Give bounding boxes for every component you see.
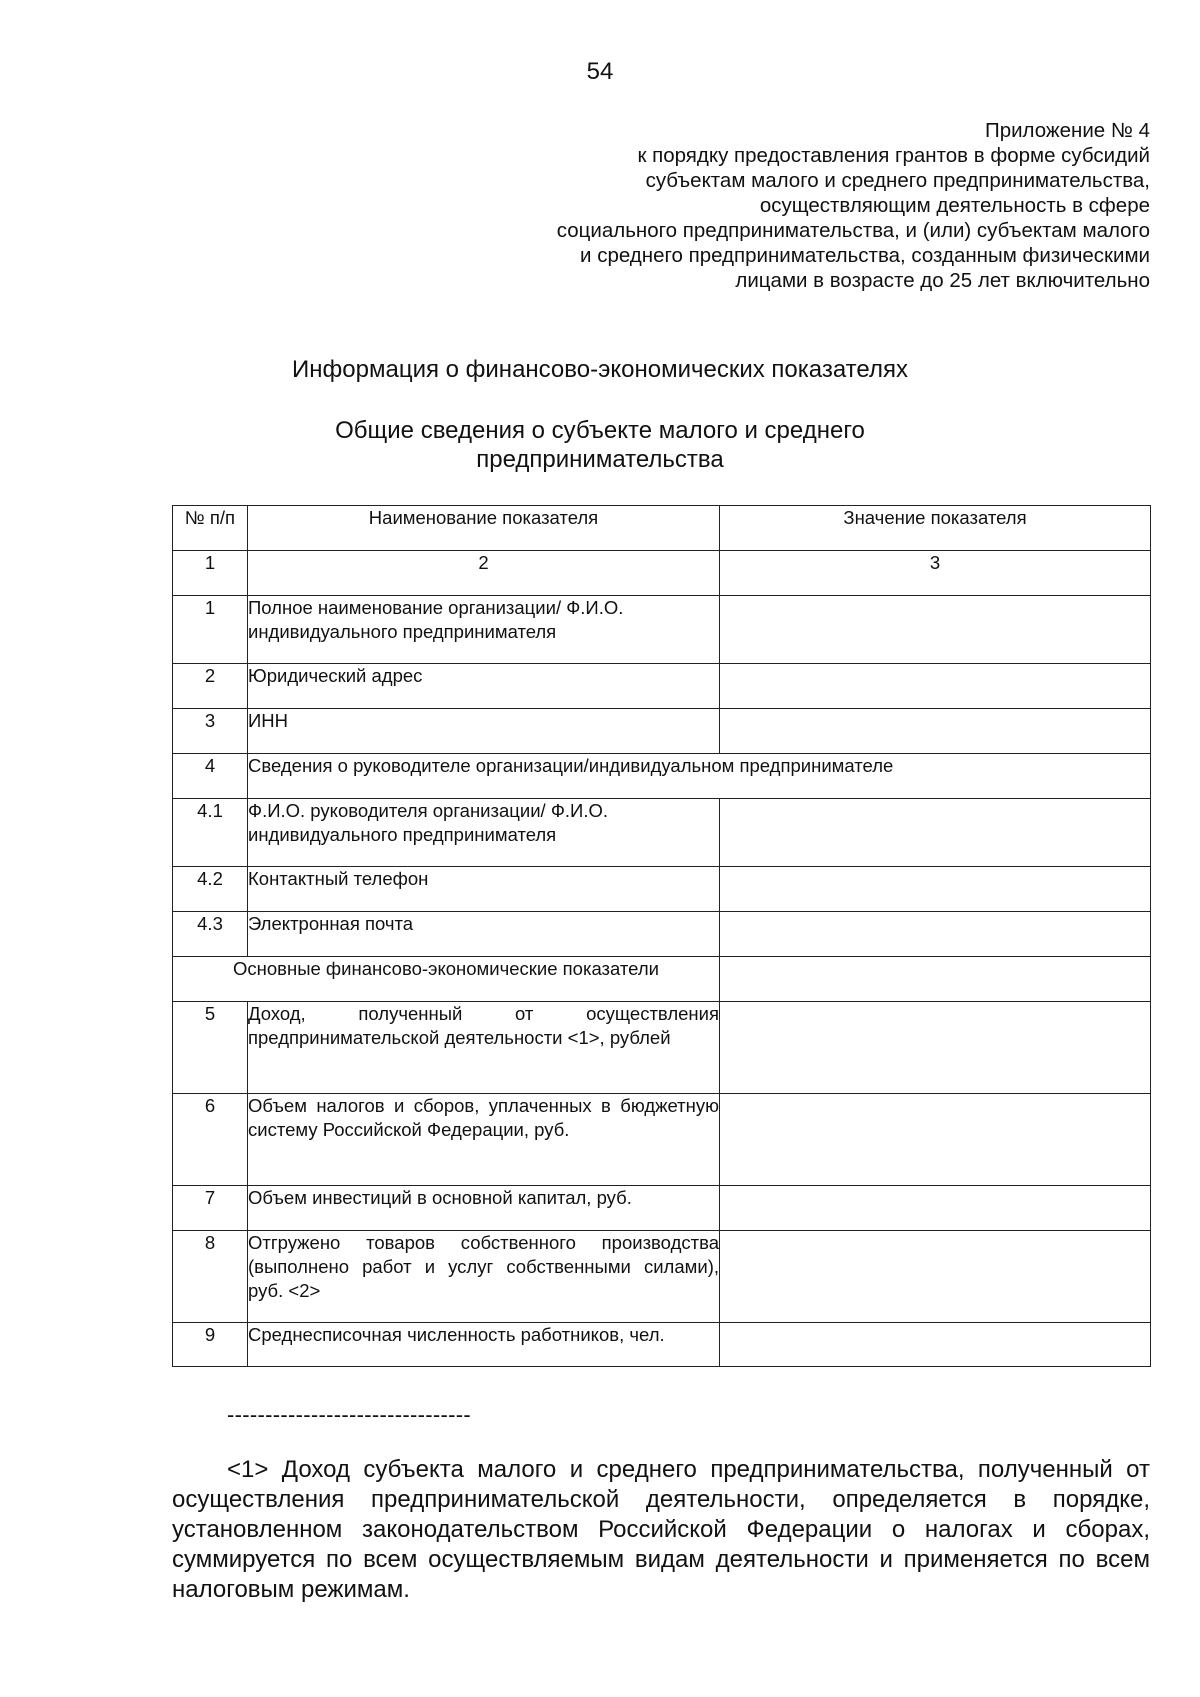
table-row	[173, 867, 1151, 912]
value-cell[interactable]	[720, 799, 1151, 867]
row-number: 4.3	[173, 912, 248, 957]
table-row	[173, 1002, 1151, 1094]
table-row	[173, 1186, 1151, 1231]
row-number: 3	[173, 709, 248, 754]
table-row	[173, 709, 1151, 754]
value-cell[interactable]	[720, 664, 1151, 709]
indicator-name: Среднесписочная численность работников, чел.	[248, 1323, 720, 1367]
table-row	[173, 1323, 1151, 1367]
indicator-name: Полное наименование организации/ Ф.И.О. индивидуального предпринимателя	[248, 596, 720, 664]
subtitle-line: предпринимательства	[476, 446, 724, 473]
row-number: 5	[173, 1002, 248, 1094]
indicator-name: Ф.И.О. руководителя организации/ Ф.И.О. индивидуального предпринимателя	[248, 799, 720, 867]
indicators-table	[172, 505, 1151, 1367]
appendix-line: к порядку предоставления грантов в форме субсидий	[637, 144, 1150, 167]
indicator-name: Объем налогов и сборов, уплаченных в бюджетную систему Российской Федерации, руб.	[248, 1094, 720, 1186]
column-number: 3	[720, 551, 1151, 596]
value-cell[interactable]	[720, 867, 1151, 912]
appendix-line: лицами в возрасте до 25 лет включительно	[735, 269, 1150, 292]
table-row	[173, 912, 1151, 957]
header-indicator-value: Значение показателя	[720, 506, 1151, 551]
value-cell[interactable]	[720, 596, 1151, 664]
indicator-name: Электронная почта	[248, 912, 720, 957]
table-row	[173, 754, 1151, 799]
row-number: 6	[173, 1094, 248, 1186]
column-number: 2	[248, 551, 720, 596]
row-number: 4.2	[173, 867, 248, 912]
section-row	[173, 957, 1151, 1002]
row-number: 1	[173, 596, 248, 664]
document-subtitle	[0, 416, 1200, 474]
value-cell[interactable]	[720, 1323, 1151, 1367]
value-cell[interactable]	[720, 1094, 1151, 1186]
footnote-separator: --------------------------------	[227, 1402, 472, 1427]
indicator-name: Отгружено товаров собственного производства (выполнено работ и услуг собственными силами), руб. <2>	[248, 1231, 720, 1323]
table-header-row	[173, 506, 1151, 551]
row-number: 4	[173, 754, 248, 799]
table-row	[173, 664, 1151, 709]
indicator-name: Контактный телефон	[248, 867, 720, 912]
row-number: 8	[173, 1231, 248, 1323]
footnote-text: <1> Доход субъекта малого и среднего предпринимательства, полученный от осуществления предпринимательской деятельности, определяется в порядке, установленном законодательством Российской Федерации о налогах и сборах, суммируется по всем осуществляемым видам деятельности и применяется по всем налоговым режимам.	[172, 1456, 1150, 1603]
row-number: 2	[173, 664, 248, 709]
header-indicator-name: Наименование показателя	[248, 506, 720, 551]
value-cell[interactable]	[720, 912, 1151, 957]
indicator-name: Объем инвестиций в основной капитал, руб.	[248, 1186, 720, 1231]
column-numbers-row	[173, 551, 1151, 596]
header-number: № п/п	[173, 506, 248, 551]
table-row	[173, 1094, 1151, 1186]
document-title: Информация о финансово-экономических показателях	[292, 356, 908, 383]
value-cell[interactable]	[720, 1186, 1151, 1231]
appendix-line: и среднего предпринимательства, созданным физическими	[580, 244, 1150, 267]
table-row	[173, 596, 1151, 664]
value-cell[interactable]	[720, 1231, 1151, 1323]
value-cell[interactable]	[720, 957, 1151, 1002]
appendix-line: Приложение № 4	[984, 119, 1150, 142]
value-cell[interactable]	[720, 1002, 1151, 1094]
indicator-group-name: Сведения о руководителе организации/индивидуальном предпринимателе	[248, 754, 1151, 799]
table-row	[173, 799, 1151, 867]
row-number: 9	[173, 1323, 248, 1367]
row-number: 4.1	[173, 799, 248, 867]
section-title: Основные финансово-экономические показатели	[173, 957, 720, 1002]
appendix-line: социального предпринимательства, и (или) субъектам малого	[556, 219, 1150, 242]
indicator-name: Доход, полученный от осуществления предпринимательской деятельности <1>, рублей	[248, 1002, 720, 1094]
appendix-note	[300, 118, 1150, 293]
page-number: 54	[586, 58, 614, 85]
appendix-line: осуществляющим деятельность в сфере	[759, 194, 1150, 217]
subtitle-line: Общие сведения о субъекте малого и среднего	[335, 417, 865, 444]
row-number: 7	[173, 1186, 248, 1231]
value-cell[interactable]	[720, 709, 1151, 754]
indicator-name: ИНН	[248, 709, 720, 754]
appendix-line: субъектам малого и среднего предпринимательства,	[645, 169, 1150, 192]
table-row	[173, 1231, 1151, 1323]
column-number: 1	[173, 551, 248, 596]
indicator-name: Юридический адрес	[248, 664, 720, 709]
